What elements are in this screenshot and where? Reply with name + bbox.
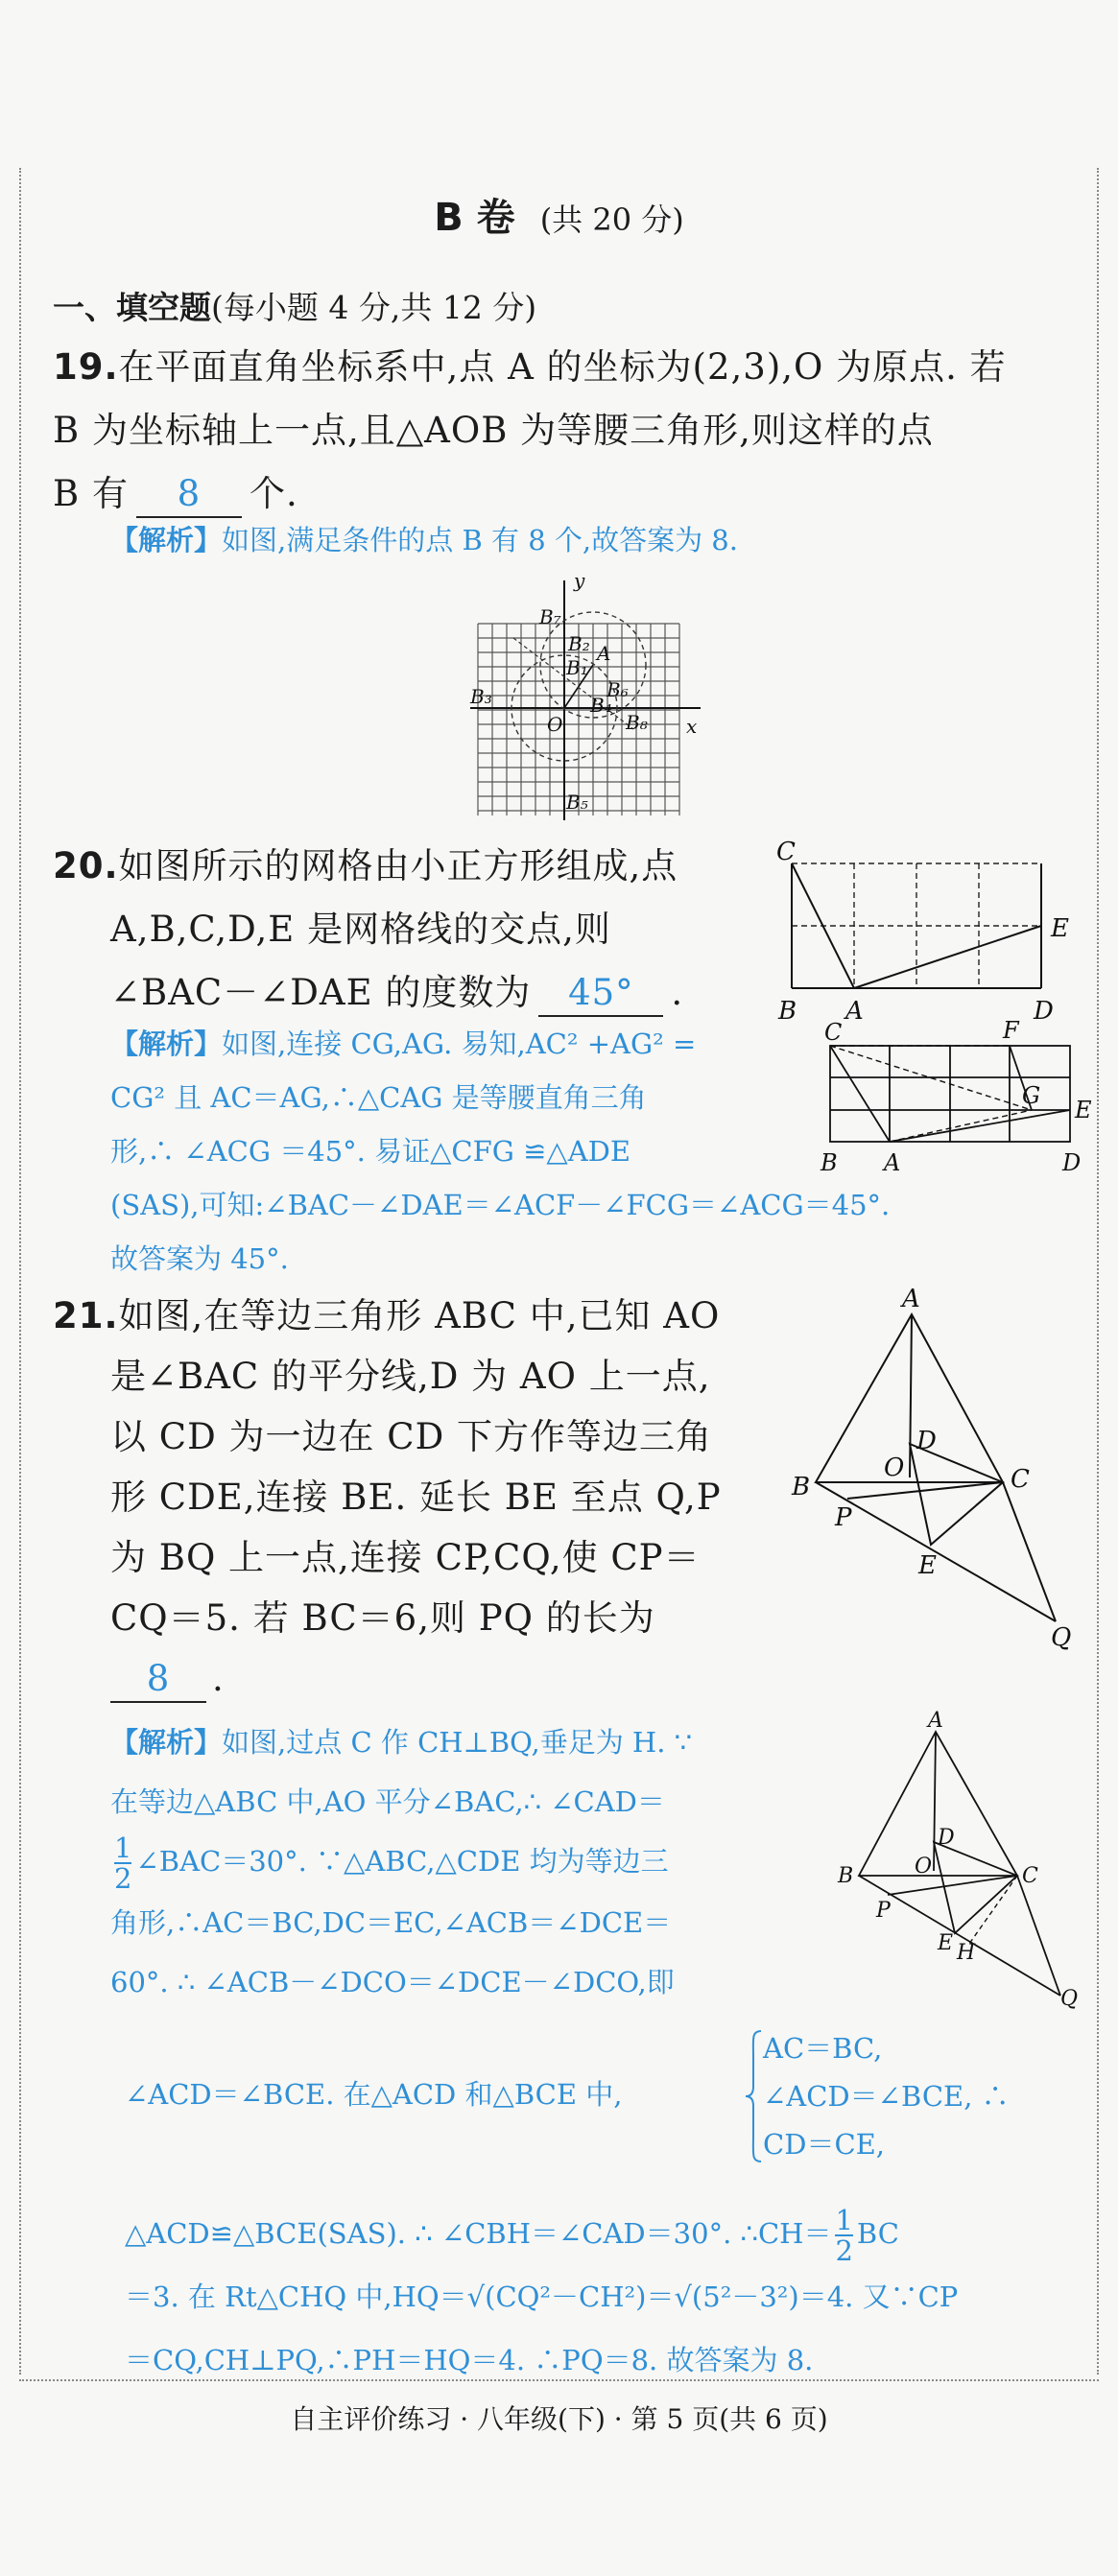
- label-D: D: [1034, 997, 1054, 1026]
- label-y: y: [574, 569, 585, 592]
- label-C: C: [776, 838, 796, 866]
- label-B: B: [778, 997, 797, 1026]
- label-B6: B₆: [607, 678, 629, 701]
- question-number: 21.: [53, 1295, 119, 1336]
- label-Q: Q: [1060, 1987, 1079, 2011]
- label-B: B: [792, 1473, 811, 1501]
- label-D: D: [916, 1427, 937, 1455]
- figure-20a-grid: [773, 838, 1080, 1027]
- page-title: B 卷 (共 20 分): [434, 196, 684, 240]
- label-E: E: [918, 1551, 937, 1580]
- section-heading: 一、填空题(每小题 4 分,共 12 分): [53, 289, 537, 326]
- label-E: E: [1075, 1097, 1092, 1123]
- question-number: 20.: [53, 845, 119, 886]
- label-B4: B₄: [590, 694, 612, 717]
- analysis-20-cont: (SAS),可知:∠BAC－∠DAE＝∠ACF－∠FCG＝∠ACG＝45°. 故答案为 45°.: [110, 1189, 891, 1275]
- label-C: C: [824, 1019, 843, 1046]
- label-C: C: [1011, 1465, 1030, 1494]
- figure-20b-grid: [811, 1017, 1092, 1180]
- analysis-20: 【解析】如图,连接 CG,AG. 易知,AC² +AG² = CG² 且 AC＝AG,∴△CAG 是等腰直角三角 形,∴ ∠ACG ＝45°. 易证△CFG ≌△ADE: [110, 1028, 697, 1168]
- label-P: P: [835, 1503, 852, 1532]
- answer-blank: 8: [110, 1657, 206, 1703]
- label-A: A: [928, 1709, 943, 1733]
- label-B2: B₂: [568, 632, 590, 655]
- left-dotted-border: [19, 168, 21, 2375]
- label-Q: Q: [1051, 1623, 1072, 1652]
- equation-system: AC＝BC, ∠ACD＝∠BCE, ∴ CD＝CE,: [763, 2032, 1010, 2161]
- label-B8: B₈: [626, 711, 648, 734]
- label-B: B: [821, 1149, 838, 1176]
- label-D: D: [938, 1826, 955, 1850]
- analysis-21-line6: ∠ACD＝∠BCE. 在△ACD 和△BCE 中,: [125, 2078, 623, 2111]
- figure-21a-triangle: [782, 1285, 1089, 1652]
- label-O: O: [915, 1855, 933, 1879]
- answer-blank: 8: [136, 472, 242, 518]
- analysis-21: 【解析】如图,过点 C 作 CH⊥BQ,垂足为 H. ∵ 在等边△ABC 中,AO 平分∠BAC,∴ ∠CAD＝ $\frac{1}{2}$ ∠BAC＝30°. ∵△ABC,△CDE 均为等边三 角形,∴AC＝BC,DC＝EC,∠ACB＝∠DCE＝ 60°. ∴ ∠ACB－∠DCO＝∠DCE－∠DCO,即: [110, 1726, 693, 1998]
- analysis-19: 【解析】如图,满足条件的点 B 有 8 个,故答案为 8.: [110, 524, 738, 556]
- analysis-21-cont: △ACD≌△BCE(SAS). ∴ ∠CBH＝∠CAD＝30°. ∴CH＝ $\frac{1}{2}$ BC ＝3. 在 Rt△CHQ 中,HQ＝√(CQ²－CH²)＝√(5²－3²)＝4. 又∵CP ＝CQ,CH⊥PQ,∴PH＝HQ＝4. ∴PQ＝8. 故答案为 8.: [125, 2204, 959, 2376]
- fraction-half: $\frac{1}{2}$: [114, 1832, 132, 1895]
- label-O: O: [547, 713, 563, 736]
- answer-blank: 45°: [538, 971, 663, 1017]
- label-E: E: [938, 1931, 954, 1955]
- label-A: A: [845, 997, 864, 1026]
- label-B7: B₇: [539, 605, 561, 628]
- figure-21b-triangle: [830, 1709, 1089, 2011]
- page-footer: 自主评价练习 · 八年级(下) · 第 5 页(共 6 页): [290, 2403, 828, 2435]
- label-A: A: [884, 1149, 901, 1176]
- question-20: 20.如图所示的网格由小正方形组成,点 A,B,C,D,E 是网格线的交点,则 ∠BAC－∠DAE 的度数为 45° .: [53, 835, 744, 1025]
- label-A: A: [597, 642, 611, 665]
- label-H: H: [957, 1941, 976, 1965]
- label-B3: B₃: [470, 685, 492, 708]
- label-G: G: [1022, 1082, 1041, 1109]
- label-P: P: [876, 1899, 891, 1923]
- label-B: B: [838, 1864, 854, 1888]
- label-x: x: [686, 715, 698, 738]
- question-number: 19.: [53, 346, 119, 388]
- label-C: C: [1022, 1864, 1038, 1888]
- question-19: 19.在平面直角坐标系中,点 A 的坐标为(2,3),O 为原点. 若 B 为坐标轴上一点,且△AOB 为等腰三角形,则这样的点 B 有 8 个.: [53, 336, 1070, 526]
- label-F: F: [1003, 1017, 1019, 1044]
- label-E: E: [1051, 914, 1069, 943]
- label-O: O: [884, 1453, 905, 1482]
- label-D: D: [1062, 1149, 1082, 1176]
- right-dotted-border: [1097, 168, 1099, 2375]
- system-brace: [744, 2029, 763, 2163]
- label-B1: B₁: [566, 656, 588, 679]
- question-21: 21.如图,在等边三角形 ABC 中,已知 AO 是∠BAC 的平分线,D 为 AO 上一点, 以 CD 为一边在 CD 下方作等边三角 形 CDE,连接 BE. 延长 BE 至点 Q,P 为 BQ 上一点,连接 CP,CQ,使 CP＝ CQ＝5. 若 BC＝6,则 PQ 的长为 8 .: [53, 1286, 782, 1709]
- label-A: A: [902, 1285, 920, 1313]
- label-B5: B₅: [566, 791, 588, 814]
- figure-19-coordinate-grid: [470, 569, 720, 825]
- fraction-half: $\frac{1}{2}$: [835, 2204, 853, 2267]
